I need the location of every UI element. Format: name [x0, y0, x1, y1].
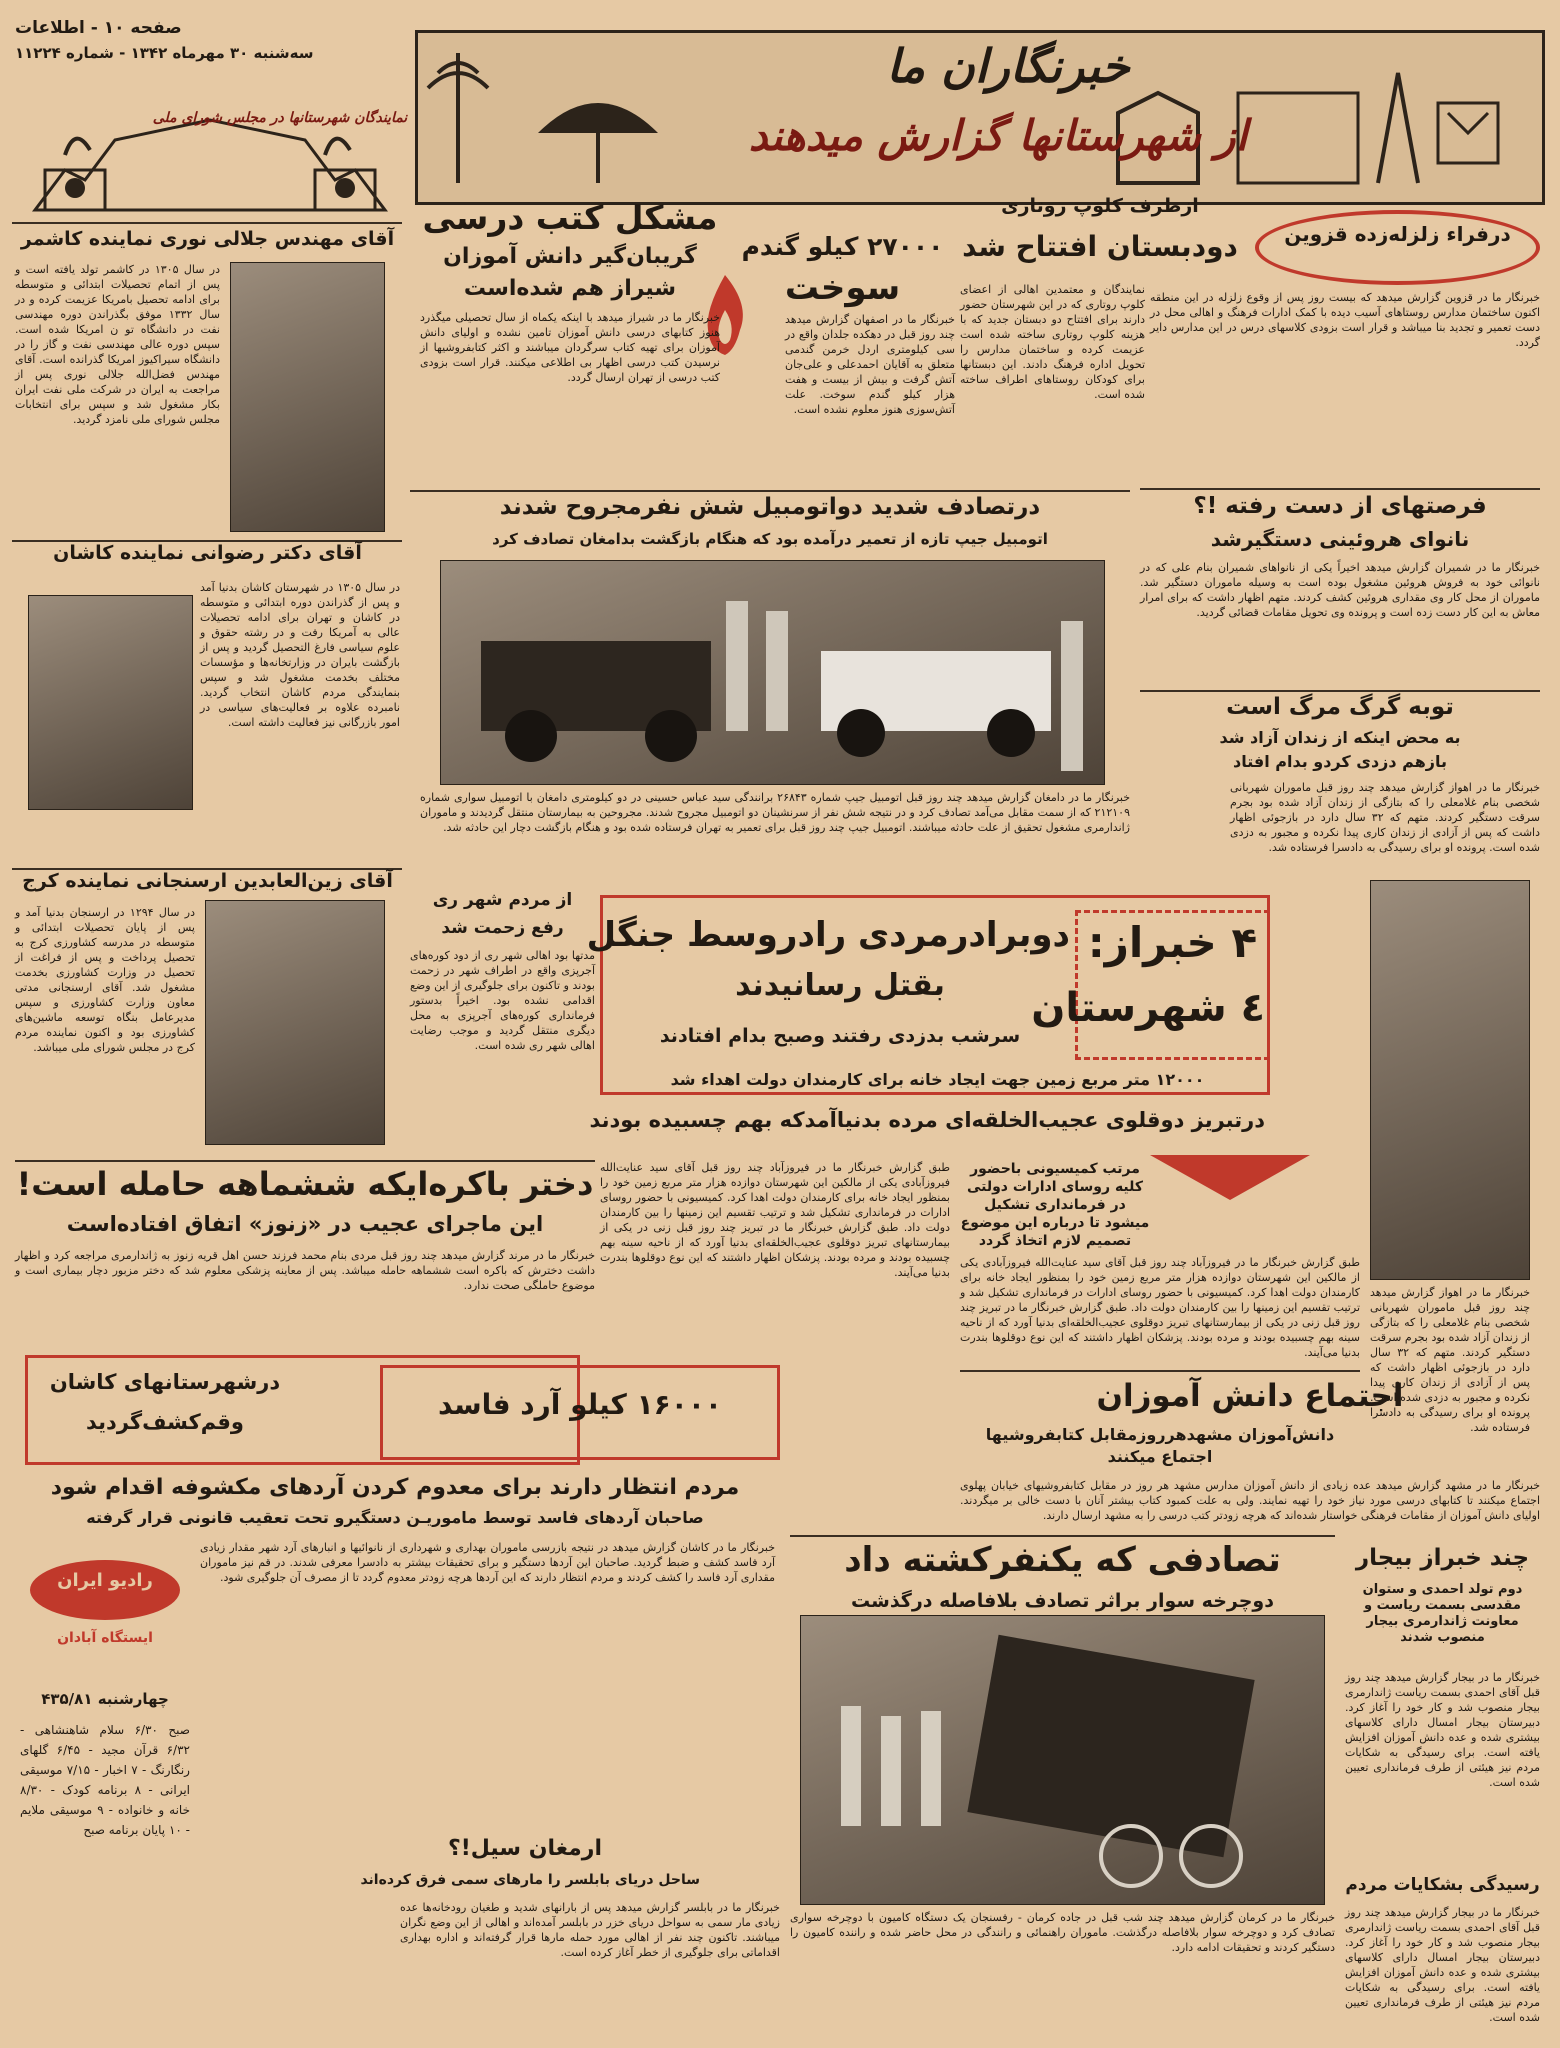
bijar-sub2: رسیدگی بشکایات مردم: [1345, 1875, 1540, 1895]
commission-title: مرتب کمیسیونی باحضور کلیه روسای ادارات دولتی در فرمانداری تشکیل میشود تا درباره این موضوع تصمیم لازم اتخاذ گردد: [960, 1161, 1150, 1249]
textbooks-text: خبرنگار ما در شیراز میدهد با اینکه یکماه از سال تحصیلی میگذرد هنوز کتابهای درسی دانش آموزان تامین نشده و اولیای دانش آموزان برای تهیه کتاب سرگردان میباشند و اکثر کتابفروشیها از نرسیدن کتب درسی اظهار بی اطلاعی میکنند. قرار است بزودی کتب درسی از تهران ارسال گردد.: [420, 311, 720, 384]
flood-title: ارمغان سیل!؟: [448, 1836, 602, 1861]
bicycle-text: خبرنگار ما در کرمان گزارش میدهد چند شب قبل در جاده کرمان - رفسنجان یک دستگاه کامیون با دوچرخه سواری تصادف کرد و دوچرخه سوار بلافاصله درگذشت. ماموران راهنمائی و رانندگی در محل حاضر شده و راننده کامیون را دستگیر کردند و تحقیقات ادامه دارد.: [790, 1911, 1335, 1954]
bijar-subtitle: دوم تولد احمدی و ستوان مقدسی بسمت ریاست و معاونت ژاندارمری بیجار منصوب شدند: [1362, 1582, 1523, 1645]
heroin-title: فرصتهای از دست رفته !؟: [1193, 493, 1487, 519]
flour-box-line1: درشهرستانهای کاشان: [49, 1370, 281, 1394]
radio-logo-text: رادیو ایران: [57, 1570, 153, 1591]
rep-3-bio: در سال ۱۲۹۴ در ارسنجان بدنیا آمد و پس از پایان تحصیلات ابتدائی و متوسطه در مدرسه کشاورزی کرج به تحصیل پرداخت و پس از فراغت از تحصیل در وزارت کشاورزی بخدمت مشغول شد. آقای ارسنجانی مدتی معاون وزارت کشاورزی و سپس مدیرعامل بنگاه توسعه ماشین‌های کشاورزی بود و اکنون نماینده مردم کرج در مجلس شورای ملی میباشد.: [15, 906, 196, 1054]
four-news-label-1: ۴ خبراز:: [1087, 918, 1258, 967]
four-news-label-2: ٤ شهرستان: [1031, 985, 1265, 1031]
students-text: خبرنگار ما در مشهد گزارش میدهد عده زیادی از دانش آموزان مدارس مشهد هر روز در مقابل کتابفروشیهای خیابان پهلوی اجتماع میکنند تا کتابهای درسی مورد نیاز خود را تهیه نمایند. ولی به علت کمبود کتاب بیشتر آنان با دست خالی بر میگردند. اولیای دانش آموزان از مقامات فرهنگی خواستار شده‌اند که هرچه زودتر کتب درسی را به مشهد ارسال دارند.: [960, 1479, 1540, 1522]
flood-subtitle: ساحل دریای بابلسر را مارهای سمی فرق کرده‌اند: [360, 1872, 700, 1888]
accident-text: خبرنگار ما در دامغان گزارش میدهد چند روز قبل اتومبیل جیپ شماره ۲۶۸۴۳ برانندگی سید عباس حسینی در دو کیلومتری دامغان با اتومبیل سواری شماره ۲۱۲۱۰۹ که از سمت مقابل می‌آمد تصادف کرد و در نتیجه شش نفر از سرنشینان دو اتومبیل مجروح شدند. مجروحین به بیمارستان منتقل گردیدند و ماموران ژاندارمری مشغول تحقیق از علت حادثه میباشند. اتومبیل جیپ چند روز قبل برای تعمیر به تهران فرستاده شده بود و هنگام بازگشت دچار این حادثه شد.: [420, 791, 1131, 834]
rep-2-photo: [28, 595, 193, 810]
thief-photo: [1370, 880, 1530, 1280]
rep-3-name: آقای زین‌العابدین ارسنجانی نماینده کرج: [22, 870, 393, 892]
rep-3-photo: [205, 900, 385, 1145]
accident-subtitle: اتومبیل جیپ تازه از تعمیر درآمده بود که هنگام بازگشت بدامغان تصادف کرد: [492, 530, 1048, 548]
students-title: اجتماع دانش آموزان: [1096, 1378, 1404, 1414]
wheat-subtitle: سوخت: [784, 268, 901, 308]
twins-headline: درتبریز دوقلوی عجیب‌الخلقه‌ای مرده بدنیاآمدکه بهم چسبیده بودند: [589, 1108, 1265, 1132]
date-line: سه‌شنبه ۳۰ مهرماه ۱۳۴۲ - شماره ۱۱۲۲۴: [15, 44, 314, 62]
masthead-banner: [415, 30, 1545, 205]
flour-text: خبرنگار ما در کاشان گزارش میدهد در نتیجه بازرسی ماموران بهداری و شهرداری از نانوائیها و انبارهای آرد شهر مقدار زیادی آرد فاسد کشف و ضبط گردید. صاحبان این آردها دستگیر و برای تحقیقات بیشتر به دادسرا معرفی شدند. در قم نیز ماموران مقداری آرد فاسد را کشف کردند و مردم انتظار دارند که این آردها هرچه زودتر معدوم گردد تا از مصرف آن جلوگیری شود.: [200, 1541, 775, 1584]
quake-text: خبرنگار ما در قزوین گزارش میدهد که بیست روز پس از وقوع زلزله در این منطقه اکنون ساختمان مدارس روستاهای آسیب دیده با کمک ادارات فرهنگ و اهالی محل در دست تعمیر و تجدید بنا میباشد و قرار است بزودی کلاسهای درس در این مدارس دایر گردد.: [1150, 291, 1540, 349]
textbooks-sub1: گریبان‌گیر دانش آموزان: [443, 244, 697, 269]
heroin-subtitle: نانوای هروئینی دستگیرشد: [1210, 527, 1470, 551]
repent-subtitle2: بازهم دزدی کردو بدام افتاد: [1232, 752, 1448, 771]
banner-title: خبرنگاران ما: [886, 39, 1130, 93]
flour-box-line2: وقم‌کشف‌گردید: [86, 1410, 244, 1434]
page-info: صفحه ۱۰ - اطلاعات: [15, 18, 182, 38]
rep-1-bio: در سال ۱۳۰۵ در کاشمر تولد یافته است و پس از اتمام تحصیلات ابتدائی و متوسطه برای ادامه تحصیل بامریکا عزیمت کرده و در سال ۱۳۳۲ موفق بگذراندن دوره مهندسی نفت در دانشگاه تو ن امریکا شده است. سپس دوره عالی مهندسی نفت و گاز را در دانشگاه سیراکیوز امریکا گذرانده است. آقای مهندس فضل‌الله جلالی نوری پس از مراجعت به ایران در شرکت ملی نفت ایران بکار مشغول شد و سپس برای انتخابات مجلس شورای ملی نامزد گردید.: [15, 263, 221, 426]
commission-text-2: طبق گزارش خبرنگار ما در فیروزآباد چند روز قبل آقای سید عنایت‌الله فیروزآبادی یکی از مالکین این شهرستان دوازده هزار متر مربع زمین خود را بمنظور ایجاد خانه برای کارمندان دولت اهدا کرد. کمیسیونی با حضور روسای ادارات در فرمانداری تشکیل شد و ترتیب تقسیم این زمینها را بین کارمندان دولت داد. طبق گزارش خبرنگار ما در تبریز چند روز قبل زنی در یکی از بیمارستانهای تبریز دوقلوی عجیب‌الخلقه‌ای بدنیا آورد که از ناحیه سینه بهم چسبیده بودند و مرده بودند. پزشکان اظهار داشتند که این نوع دوقلوها بندرت بدنیا می‌آیند.: [960, 1256, 1360, 1359]
wheat-title: ۲۷۰۰۰ کیلو گندم: [741, 232, 944, 261]
textbooks-title: مشکل کتب درسی: [422, 198, 718, 237]
flour-amount: ۱۶۰۰۰ کیلو آرد فاسد: [437, 1388, 723, 1421]
bicycle-subtitle: دوچرخه سوار براثر تصادف بلافاصله درگذشت: [851, 1590, 1274, 1612]
girl-text: خبرنگار ما در مرند گزارش میدهد چند روز قبل مردی بنام محمد فرزند حسن اهل قریه زنوز به ژاندارمری مراجعه کرد و اظهار داشت دخترش که باکره است ششماهه حامله میباشد. پس از معاینه پزشکی معلوم شد که دختر مزبور دچار بیماری است و موضوع حاملگی صحت ندارد.: [15, 1249, 595, 1292]
land-headline: ۱۲۰۰۰ متر مربع زمین جهت ایجاد خانه برای کارمندان دولت اهداء شد: [670, 1070, 1205, 1089]
repent-text: خبرنگار ما در اهواز گزارش میدهد چند روز قبل ماموران شهربانی شخصی بنام غلامعلی را که بتازگی از زندان آزاد شده بود بجرم سرقت دستگیر کردند. متهم که ۳۲ سال دارد در بازجوئی اظهار داشت که پس از آزادی از زندان کاری پیدا نکرده و مجبور به دزدی شده است. پرونده او برای رسیدگی به دادسرا فرستاده شد.: [1230, 781, 1541, 854]
radio-day: چهارشنبه ۴۳۵/۸۱: [41, 1690, 169, 1708]
bicycle-photo: [800, 1615, 1325, 1905]
flour-subtitle: صاحبان آردهای فاسد توسط ماموریـن دستگیرو تحت تعقیب قانونی قرار گرفته: [86, 1508, 704, 1527]
radio-logo: [20, 1540, 190, 1670]
accident-photo: [440, 560, 1105, 785]
rotary-text: نمایندگان و معتمدین اهالی از اعضای کلوپ روتاری که در این شهرستان حضور دارند برای افتتاح دو دبستان جدید که با هزینه کلوپ روتاری ساخته شده است عزیمت کرده و ساختمان مدارس را تحویل اداره فرهنگ دادند. این دبستانها برای کودکان روستاهای اطراف ساخته شده است.: [960, 283, 1145, 401]
rotary-kicker: ازطرف کلوپ روتاری: [1001, 195, 1199, 217]
quake-headline: درفراء زلزله‌زده قزوین: [1284, 222, 1511, 246]
students-subtitle: دانش‌آموزان مشهدهرروزمقابل کتابفروشیها اجتماع میکنند: [985, 1425, 1335, 1466]
textbooks-sub2: شیراز هم شده‌است: [463, 276, 677, 301]
forest-subtitle: بقتل رسانیدند: [735, 968, 945, 1003]
flood-text: خبرنگار ما در بابلسر گزارش میدهد پس از بارانهای شدید و طغیان رودخانه‌ها عده زیادی مار سمی به سواحل دریای خزر در بابلسر آمده‌اند و اهالی از این وضع نگران میباشند. تاکنون چند نفر از اهالی مورد حمله مارها قرار گرفته‌اند و اداره بهداری اقداماتی برای جلوگیری از خطر آغاز کرده است.: [400, 1901, 780, 1959]
heroin-text: خبرنگار ما در شمیران گزارش میدهد اخیراً یکی از نانواهای شمیران بنام علی که در نانوائی خود به فروش هروئین مشغول بوده است به وسیله ماموران دستگیر شد. ماموران از محل کار وی مقداری هروئین کشف کردند. متهم اظهار داشت که برای امرار معاش به این کار دست زده است و پرونده وی تحویل مقامات قضائی گردید.: [1140, 561, 1540, 619]
rotary-title: دودبستان افتتاح شد: [962, 230, 1238, 263]
shahri-subtitle: رفع زحمت شد: [441, 918, 564, 938]
rep-1-name: آقای مهندس جلالی نوری نماینده کاشمر: [20, 228, 395, 250]
wheat-text: خبرنگار ما در اصفهان گزارش میدهد چند روز قبل در دهکده جلدان واقع در سی کیلومتری اردل خرمن گندمی متعلق به آقایان احمدعلی و علی‌جان آتش گرفت و بیش از بیست و هفت هزار کیلو گندم سوخت. علت آتش‌سوزی هنوز معلوم نشده است.: [785, 313, 955, 416]
flour-title: مردم انتظار دارند برای معدوم کردن آردهای مکشوفه اقدام شود: [50, 1475, 740, 1500]
commission-text: طبق گزارش خبرنگار ما در فیروزآباد چند روز قبل آقای سید عنایت‌الله فیروزآبادی یکی از مالکین این شهرستان دوازده هزار متر مربع زمین خود را بمنظور ایجاد خانه برای کارمندان دولت اهدا کرد. کمیسیونی با حضور روسای ادارات در فرمانداری تشکیل شد و ترتیب تقسیم این زمینها را بین کارمندان دولت داد. طبق گزارش خبرنگار ما در تبریز چند روز قبل زنی در یکی از بیمارستانهای تبریز دوقلوی عجیب‌الخلقه‌ای بدنیا آورد که از ناحیه سینه بهم چسبیده بودند و مرده بودند. پزشکان اظهار داشتند که این نوع دوقلوها بندرت بدنیا می‌آیند.: [600, 1161, 950, 1279]
banner-subtitle: از شهرستانها گزارش میدهند: [748, 111, 1248, 160]
bijar-text: خبرنگار ما در بیجار گزارش میدهد چند روز قبل آقای احمدی بسمت ریاست ژاندارمری بیجار منصوب شد و کار خود را آغاز کرد. دبیرستان بیجار امسال دارای کلاسهای بیشتری شده و عده دانش آموزان افزایش یافته است. برای رسیدگی به شکایات مردم نیز هیئتی از طرف فرمانداری تعیین شده است.: [1345, 1671, 1540, 1789]
repent-title: توبه گرگ مرگ است: [1226, 694, 1454, 720]
bicycle-title: تصادفی که یکنفرکشته داد: [844, 1540, 1281, 1580]
forest-title: دوبرادرمردی رادروسط جنگل: [586, 915, 1070, 955]
shahri-text: مدتها بود اهالی شهر ری از دود کوره‌های آجرپزی واقع در اطراف شهر در زحمت بودند و تاکنون برای جلوگیری از این وضع اقدامی نشده بود. اخیراً بدستور فرمانداری کوره‌های آجرپزی به محل دیگری منتقل گردید و موجب رضایت اهالی شهر ری شده است.: [410, 949, 595, 1052]
repent-subtitle: به محض اینکه از زندان آزاد شد: [1219, 728, 1461, 747]
red-arrow: [1145, 1150, 1315, 1205]
bijar-title: چند خبراز بیجار: [1355, 1545, 1530, 1571]
rep-1-photo: [230, 262, 385, 532]
bijar-text-2: خبرنگار ما در بیجار گزارش میدهد چند روز قبل آقای احمدی بسمت ریاست ژاندارمری بیجار منصوب شد و کار خود را آغاز کرد. دبیرستان بیجار امسال دارای کلاسهای بیشتری شده و عده دانش آموزان افزایش یافته است. برای رسیدگی به شکایات مردم نیز هیئتی از طرف فرمانداری تعیین شده است.: [1345, 1906, 1540, 2024]
rep-2-name: آقای دکتر رضوانی نماینده کاشان: [53, 542, 362, 564]
repent-continued: خبرنگار ما در اهواز گزارش میدهد چند روز قبل ماموران شهربانی شخصی بنام غلامعلی را که بتازگی از زندان آزاد شده بود بجرم سرقت دستگیر کردند. متهم که ۳۲ سال دارد در بازجوئی اظهار داشت که پس از آزادی از زندان کاری پیدا نکرده و مجبور به دزدی شده است. پرونده او برای رسیدگی به دادسرا فرستاده شد.: [1370, 1286, 1530, 1434]
girl-subtitle: این ماجرای عجیب در «زنوز» اتفاق افتاده‌است: [66, 1212, 544, 1236]
radio-schedule: صبح ۶/۳۰ سلام شاهنشاهی - ۶/۳۲ قرآن مجید - ۶/۴۵ گلهای رنگارنگ - ۷ اخبار - ۷/۱۵ موسیقی ایرانی - ۸ برنامه کودک - ۸/۳۰ خانه و خانواده - ۹ موسیقی ملایم - ۱۰ پایان برنامه صبح: [20, 1723, 191, 1837]
accident-title: درتصادف شدید دواتومبیل شش نفرمجروح شدند: [499, 494, 1041, 520]
forest-sub2: سرشب بدزدی رفتند وصبح بدام افتادند: [659, 1025, 1021, 1047]
parliament-caption: نمایندگان شهرستانها در مجلس شورای ملی: [152, 110, 408, 126]
radio-logo-sub: ایستگاه آبادان: [57, 1630, 153, 1646]
shahri-title: از مردم شهر ری: [432, 890, 573, 910]
girl-title: دختر باکره‌ایکه ششماهه حامله است!: [16, 1165, 594, 1203]
rep-2-bio: در سال ۱۳۰۵ در شهرستان کاشان بدنیا آمد و پس از گذراندن دوره ابتدائی و متوسطه در کاشان و تهران برای ادامه تحصیلات عالی به آمریکا رفت و در رشته حقوق و علوم سیاسی فارغ التحصیل گردید و پس از بازگشت بایران در وزارتخانه‌ها و مؤسسات مختلف بخدمت مشغول شد و سپس بنمایندگی مردم کاشان انتخاب گردید. نامبرده علاوه بر فعالیت‌های سیاسی در امور بازرگانی نیز فعالیت داشته است.: [200, 581, 400, 729]
